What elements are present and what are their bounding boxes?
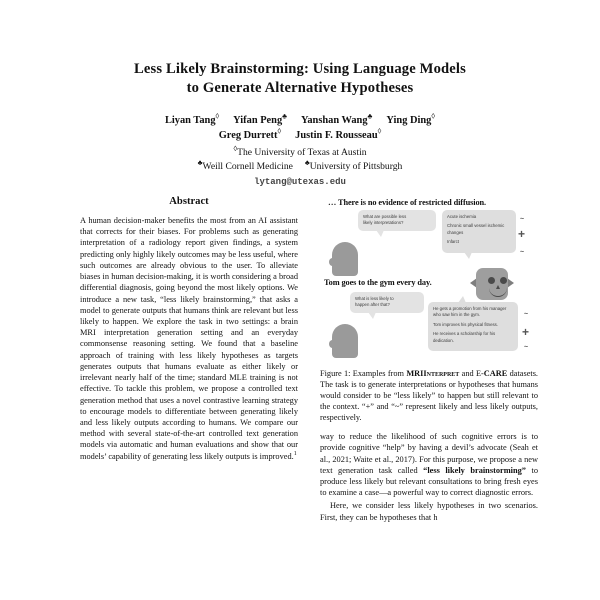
polarity-ecare-1: + — [522, 325, 530, 339]
caption-middle: and E- — [459, 369, 484, 378]
author-justin-f-rousseau: Justin F. Rousseau◊ — [295, 126, 382, 141]
robot-head-icon — [470, 268, 514, 302]
figure-illustration — [320, 196, 538, 364]
answer-mri-1: Chronic small vessel ischemic changes — [447, 223, 505, 235]
paper-title-line1: Less Likely Brainstorming: Using Language Models — [134, 61, 466, 77]
polarity-ecare-2: ~ — [524, 344, 529, 351]
speech-bubble-answers-ecare — [428, 302, 518, 351]
question-ecare-line2: happen after that? — [355, 302, 390, 308]
answer-ecare-1: Tom improves his physical fitness. — [433, 321, 498, 327]
speech-bubble-question-mri — [358, 210, 436, 231]
affiliation-mark: ♣ — [304, 157, 310, 167]
affiliation-mark: ◊ — [233, 144, 238, 154]
author-greg-durrett: Greg Durrett◊ — [218, 126, 282, 141]
title-block — [0, 0, 600, 189]
author-yifan-peng: Yifan Peng♣ — [233, 111, 288, 126]
bubble-tail-icon — [376, 230, 384, 237]
page-title — [80, 60, 520, 99]
caption-rest: datasets. The task is to generate interpretations or hypotheses that humans would consider to be “less likely” to happen but still relevant to the context. “+” and “~” represent likely and less likely outputs, respectively. — [320, 369, 538, 423]
left-column — [80, 196, 298, 523]
figure-caption — [320, 368, 538, 423]
affiliation-row-1 — [80, 146, 520, 159]
author-row-2 — [80, 126, 520, 144]
body-para1-a: way to reduce the likelihood of such cognitive errors is to provide cognitive “help” by having a devil’s advocate (Seah et al., 2021; Waite et al., 2017). For this purpose, we propose a new text generation task called — [320, 432, 538, 475]
author-liyan-tang: Liyan Tang◊ — [164, 111, 220, 126]
abstract-heading: Abstract — [169, 196, 209, 207]
robot-ear-right-icon — [507, 278, 514, 288]
polarity-mri-1: + — [518, 227, 526, 241]
body-para1-bold: “less likely brainstorming” — [423, 465, 526, 475]
bubble-tail-icon — [368, 312, 376, 319]
author-yanshan-wang: Yanshan Wang♣ — [301, 111, 373, 126]
author-affiliation-mark: ◊ — [215, 111, 220, 121]
author-list — [80, 111, 520, 189]
polarity-ecare-0: ~ — [524, 311, 529, 318]
person-silhouette-icon — [332, 324, 358, 358]
abstract-paragraph — [80, 215, 298, 462]
question-ecare-line1: What is less likely to — [355, 296, 394, 301]
figure-1 — [320, 196, 538, 423]
caption-dataset-ecare: CARE — [483, 369, 508, 378]
affiliation-list — [80, 146, 520, 173]
footnote-marker: 1 — [293, 450, 297, 457]
robot-face-icon — [476, 268, 508, 300]
caption-dataset-mri: MRIInterpret — [406, 369, 460, 378]
affiliation-mark: ♣ — [197, 157, 203, 167]
polarity-mri-2: ~ — [520, 249, 525, 256]
answer-mri-2: Infarct — [447, 239, 459, 245]
bubble-tail-icon — [458, 296, 466, 303]
affiliation-ut-austin: ◊The University of Texas at Austin — [233, 144, 367, 159]
right-column-text — [320, 431, 538, 523]
robot-mouth-icon — [489, 288, 507, 297]
speech-bubble-answers-mri — [442, 210, 516, 253]
answer-ecare-0: He gets a promotion from his manager who saw him in the gym. — [433, 306, 507, 318]
body-para1-b: to produce less likely but relevant consultations to bring fresh eyes to examine a case—a powerful way to correct diagnostic errors. — [320, 465, 538, 498]
answer-mri-0: Acute ischemia — [447, 214, 477, 219]
author-affiliation-mark: ♣ — [367, 111, 373, 121]
speech-bubble-question-ecare — [350, 292, 424, 313]
robot-eye-right-icon — [500, 277, 507, 284]
polarity-mri-0: ~ — [520, 216, 525, 223]
affiliation-pittsburgh: ♣University of Pittsburgh — [304, 157, 403, 172]
author-ying-ding: Ying Ding◊ — [386, 111, 436, 126]
affiliation-weill-cornell: ♣Weill Cornell Medicine — [197, 157, 293, 172]
right-column — [320, 196, 538, 523]
answer-ecare-2: He receives a scholarship for his dedication. — [433, 331, 496, 343]
author-affiliation-mark: ◊ — [277, 126, 282, 136]
author-row-1 — [80, 111, 520, 129]
author-affiliation-mark: ♣ — [282, 111, 288, 121]
author-affiliation-mark: ◊ — [431, 111, 436, 121]
caption-prefix: Figure 1: Examples from — [320, 369, 407, 378]
question-mri-line1: What are possible less — [363, 214, 407, 219]
figure-context-ecare: Tom goes to the gym every day. — [324, 278, 432, 287]
paper-title-line2: to Generate Alternative Hypotheses — [186, 80, 414, 97]
question-mri-line2: likely interpretations? — [363, 220, 404, 226]
abstract-text: A human decision-maker benefits the most from an AI assistant that corrects for their biases. For problems such as generating interpretation of a radiology report given findings, a system predicting only highly likely outcomes may be less useful, where such outcomes are already obvious to the user. To alleviate biases in human decision-making, it is worth considering a broad differential diagnosis, going beyond the most likely options. We introduce a new task, “less likely brainstorming,” that asks a model to generate outputs that humans think are relevant but less likely to happen. We explore the task in two settings: a brain MRI interpretation generation setting and an everyday commonsense reasoning setting. We found that a baseline approach of training with less likely hypotheses as targets generates outputs that humans evaluate as either likely or irrelevant nearly half of the time; standard MLE training is not effective. To tackle this problem, we propose a controlled text generation method that uses a novel contrastive learning strategy to encourage models to differentiate between generating likely and less likely outputs according to humans. We compare our method with several state-of-the-art controlled text generation models via automatic and human evaluations and show that our models’ capability of generating less likely outputs is improved. — [80, 216, 298, 461]
affiliation-row-2 — [80, 157, 520, 173]
contact-email[interactable]: lytang@utexas.edu — [254, 177, 346, 188]
abstract-body — [80, 215, 298, 462]
body-paragraph-2: Here, we consider less likely hypotheses in two scenarios. First, they can be hypotheses that h — [320, 501, 538, 522]
author-affiliation-mark: ◊ — [377, 126, 382, 136]
body-columns — [0, 196, 600, 523]
figure-context-mri: … There is no evidence of restricted diffusion. — [328, 198, 487, 207]
robot-eye-left-icon — [488, 277, 495, 284]
person-silhouette-icon — [332, 242, 358, 276]
body-paragraph-1 — [320, 431, 538, 498]
bubble-tail-icon — [464, 252, 472, 259]
